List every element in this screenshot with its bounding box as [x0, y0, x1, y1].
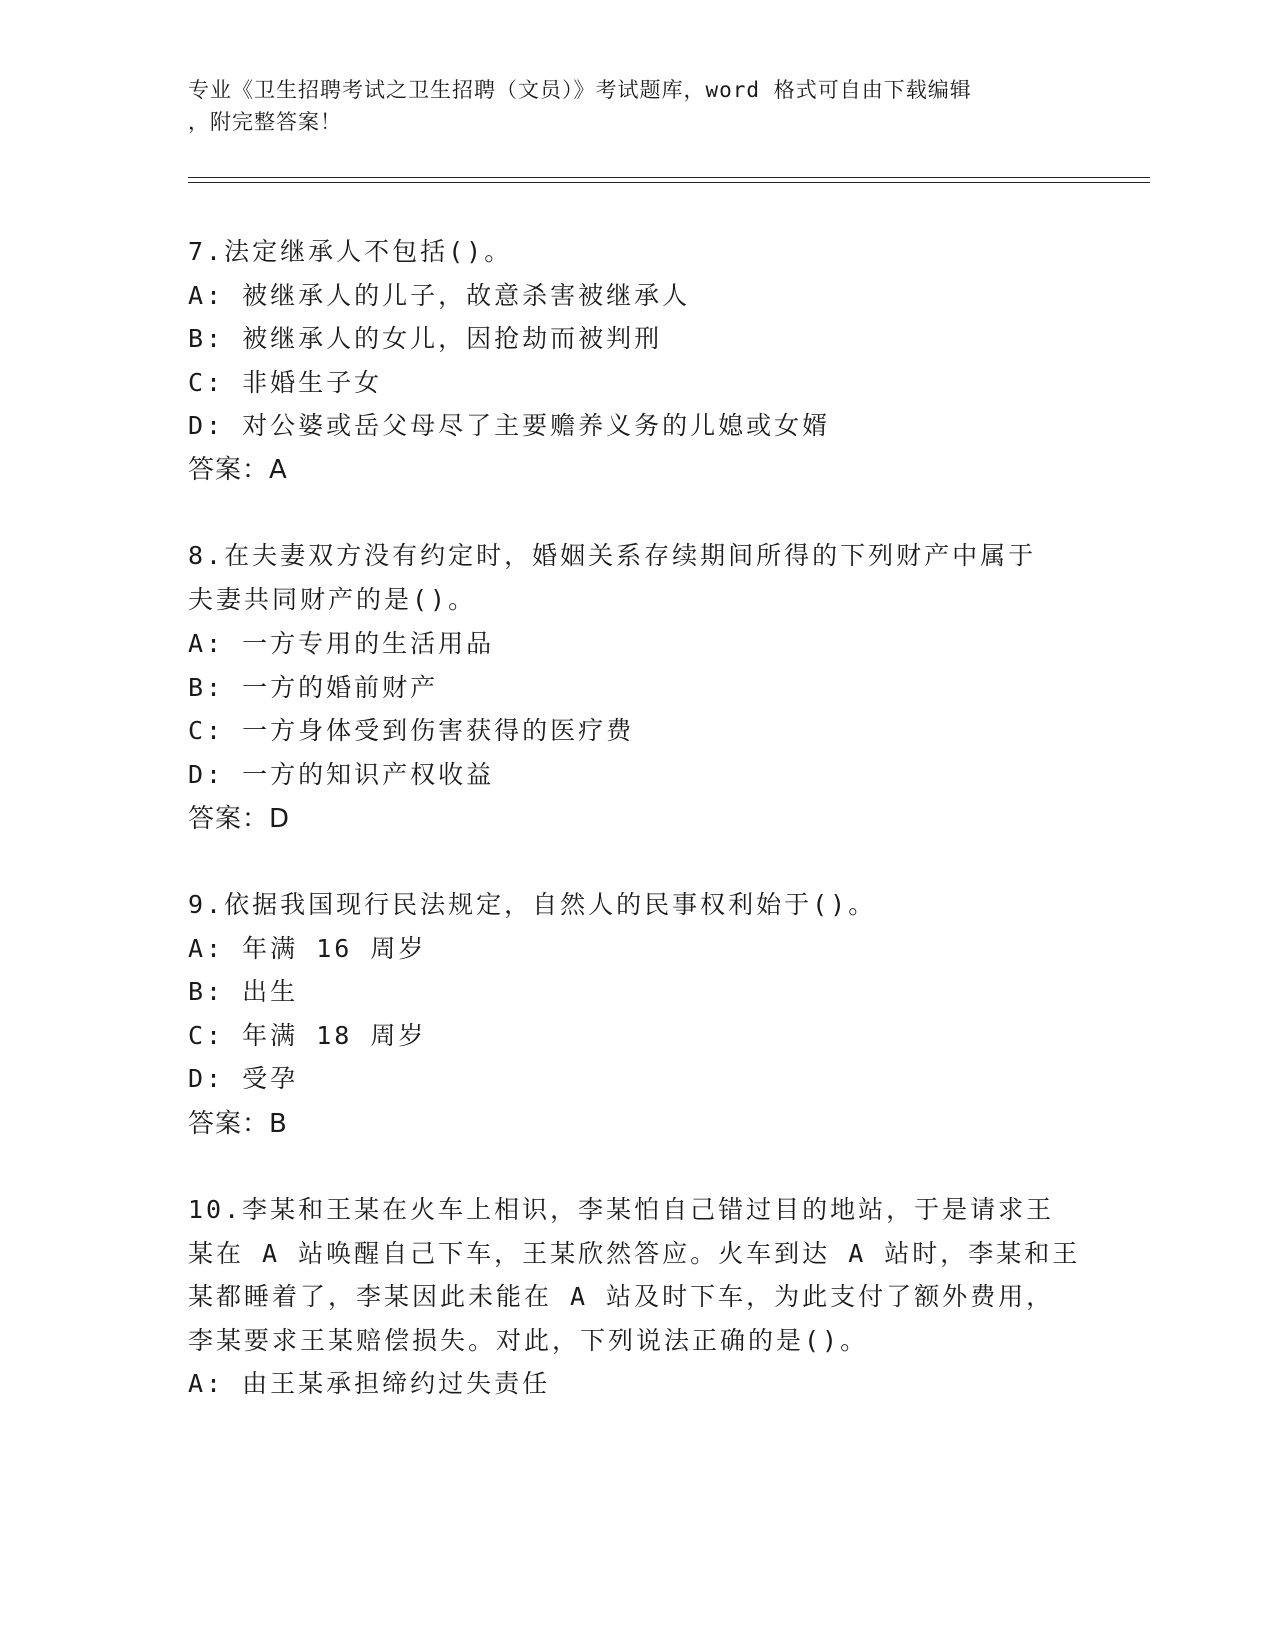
document-header [188, 74, 1088, 138]
question-9-option-d: D: 受孕 [188, 1064, 299, 1093]
question-7-option-d: D: 对公婆或岳父母尽了主要赡养义务的儿媳或女婿 [188, 411, 831, 440]
header-line-2: ，附完整答案！ [188, 110, 342, 134]
question-8-option-a: A: 一方专用的生活用品 [188, 629, 495, 658]
header-line-1: 专业《卫生招聘考试之卫生招聘（文员）》考试题库，word 格式可自由下载编辑 [188, 78, 972, 102]
question-8-option-b: B: 一方的婚前财产 [188, 673, 439, 702]
header-divider-top [188, 177, 1150, 178]
question-7-option-a: A: 被继承人的儿子，故意杀害被继承人 [188, 281, 691, 310]
question-10-stem-line-1: 10.李某和王某在火车上相识，李某怕自己错过目的地站，于是请求王 [188, 1195, 1055, 1224]
question-7-stem: 7.法定继承人不包括()。 [188, 237, 513, 266]
question-8-stem-line-1: 8.在夫妻双方没有约定时，婚姻关系存续期间所得的下列财产中属于 [188, 541, 1037, 570]
question-10-stem-line-4: 李某要求王某赔偿损失。对此，下列说法正确的是()。 [188, 1326, 869, 1355]
question-9-answer: 答案：B [188, 1109, 288, 1139]
question-8-stem-line-2: 夫妻共同财产的是()。 [188, 585, 477, 614]
question-9-stem: 9.依据我国现行民法规定，自然人的民事权利始于()。 [188, 890, 877, 919]
question-8-option-c: C: 一方身体受到伤害获得的医疗费 [188, 716, 635, 745]
question-7-answer: 答案：A [188, 455, 288, 485]
question-9-option-c: C: 年满 18 周岁 [188, 1021, 427, 1050]
question-9-option-a: A: 年满 16 周岁 [188, 934, 427, 963]
question-10-option-a: A: 由王某承担缔约过失责任 [188, 1369, 551, 1398]
question-8-option-d: D: 一方的知识产权收益 [188, 760, 495, 789]
header-divider-bottom [188, 182, 1150, 183]
question-7-option-b: B: 被继承人的女儿，因抢劫而被判刑 [188, 324, 663, 353]
question-8-answer: 答案：D [188, 804, 291, 834]
question-9-option-b: B: 出生 [188, 977, 299, 1006]
question-10-stem-line-3: 某都睡着了，李某因此未能在 A 站及时下车，为此支付了额外费用， [188, 1282, 1055, 1311]
question-7-option-c: C: 非婚生子女 [188, 368, 383, 397]
question-10-stem-line-2: 某在 A 站唤醒自己下车，王某欣然答应。火车到达 A 站时，李某和王 [188, 1239, 1081, 1268]
